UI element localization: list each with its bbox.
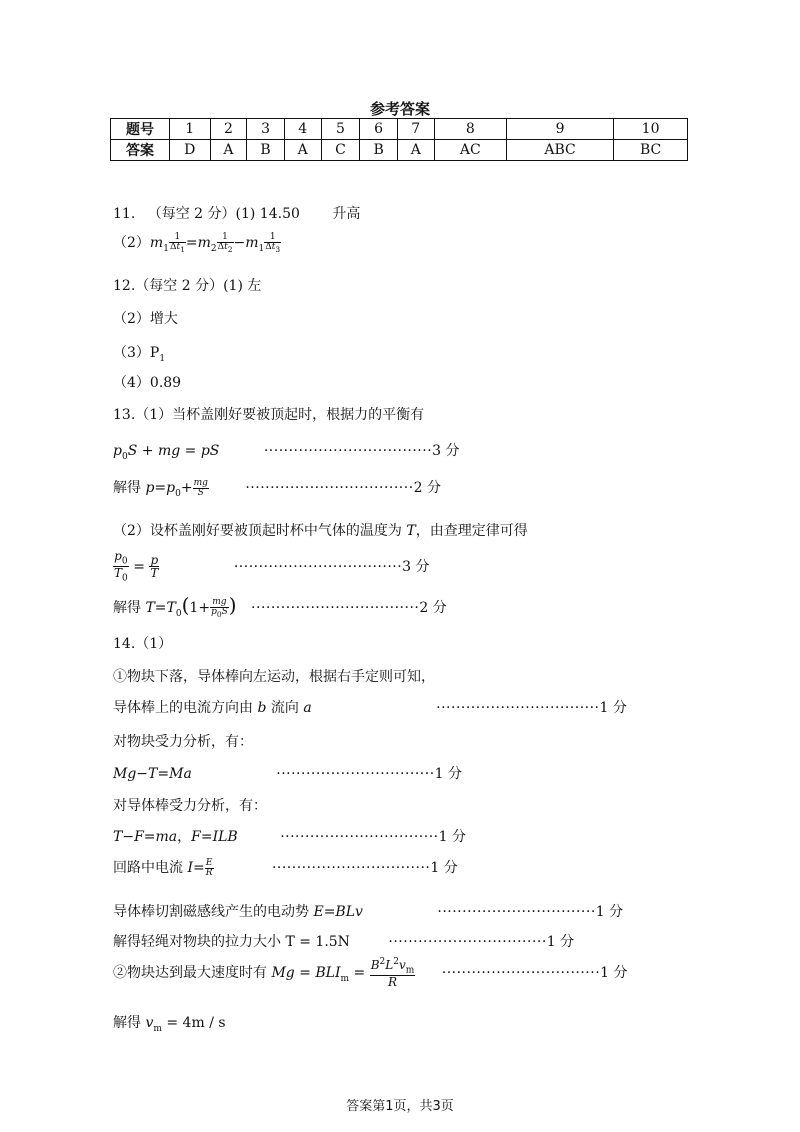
question-number-cell: 3 bbox=[247, 119, 284, 140]
question-number-cell: 6 bbox=[360, 119, 397, 140]
page-title: 参考答案 bbox=[369, 100, 430, 118]
answer-cell: ABC bbox=[506, 140, 613, 161]
answer-cell: B bbox=[247, 140, 284, 161]
q14-line1: ①物块下落，导体棒向左运动，根据右手定则可知， bbox=[113, 669, 435, 685]
q11-line2-formula: $(2)m_1$ $\frac{1}{\Delta t_1}$ $=m_2$ $\frac{1}{\Delta t_2}$ $-m_1$ $\frac{1}{\Delta t_3}$ bbox=[113, 231, 281, 254]
answer-cell: A bbox=[210, 140, 247, 161]
q14-line4: Mg−T=Ma ································1 分 bbox=[113, 766, 463, 782]
answer-cell: B bbox=[360, 140, 397, 161]
answer-label-cell: 答案 bbox=[111, 140, 170, 161]
answer-cell: AC bbox=[434, 140, 506, 161]
question-number-cell: 8 bbox=[434, 119, 506, 140]
table-header-row bbox=[111, 119, 688, 140]
page-footer: 答案第1页，共3页 bbox=[346, 1099, 454, 1114]
answer-cell: A bbox=[284, 140, 321, 161]
q13-sol1: 解得 $p=p_0+$ $\frac{mg}{S}$ ··································2 分 bbox=[113, 477, 442, 499]
answer-cell: BC bbox=[614, 140, 688, 161]
q13-eq2: $\frac{p_0}{T_0}$ = $\frac{p}{T}$ ··································3 分 bbox=[114, 549, 430, 584]
answer-cell: C bbox=[321, 140, 360, 161]
q14-line10: ②物块达到最大速度时有 $Mg = BLI_m$ = $\frac{B^2L^2v_m}{R}$ ································1 分 bbox=[113, 957, 628, 990]
q14-line11: 解得 $v_m = 4m / s$ bbox=[113, 1015, 226, 1034]
q14-line7: 回路中电流 I= $\frac{E}{R}$ ································1 分 bbox=[113, 857, 458, 878]
question-number-cell: 5 bbox=[321, 119, 360, 140]
q14-line2: 导体棒上的电流方向由 b 流向 a ·································1 分 bbox=[113, 700, 627, 716]
question-number-cell: 9 bbox=[506, 119, 613, 140]
header-label-cell: 题号 bbox=[111, 119, 170, 140]
q14-head: 14.（1） bbox=[113, 636, 173, 652]
q14-line5: 对导体棒受力分析，有： bbox=[113, 798, 267, 814]
question-number-cell: 4 bbox=[284, 119, 321, 140]
question-number-cell: 7 bbox=[397, 119, 434, 140]
q13-eq1: $p_0S$ + mg = pS ··································3 分 bbox=[113, 443, 460, 462]
question-number-cell: 1 bbox=[170, 119, 211, 140]
q13-line1: 13.（1）当杯盖刚好要被顶起时，根据力的平衡有 bbox=[113, 407, 425, 423]
q12-line1: 12.（每空 2 分）(1) 左 bbox=[113, 278, 262, 294]
question-number-cell: 2 bbox=[210, 119, 247, 140]
q12-line2: （2）增大 bbox=[113, 311, 178, 327]
q14-line3: 对物块受力分析，有： bbox=[113, 734, 253, 750]
answer-cell: A bbox=[397, 140, 434, 161]
q12-line4: （4）0.89 bbox=[113, 375, 182, 391]
question-number-cell: 10 bbox=[614, 119, 688, 140]
q14-line8: 导体棒切割磁感线产生的电动势 E=BLv ································1 分 bbox=[113, 904, 624, 920]
q12-line3: $(3)P_1$ bbox=[113, 345, 166, 364]
q14-line9: 解得轻绳对物块的拉力大小 T = 1.5N ································1 分 bbox=[113, 934, 575, 950]
q13-sol2: 解得 $T=T_0(1+$ $\frac{mg}{p_0S}$ ) ··································2 分 bbox=[113, 593, 447, 619]
answer-cell: D bbox=[170, 140, 211, 161]
q13-line2: （2）设杯盖刚好要被顶起时杯中气体的温度为 T，由查理定律可得 bbox=[113, 523, 528, 539]
answer-table bbox=[110, 118, 688, 161]
q11-line1: 11. （每空 2 分）(1) 14.50 升高 bbox=[113, 206, 361, 222]
table-answer-row bbox=[111, 140, 688, 161]
q14-line6: T−F=ma，F=ILB ································1 分 bbox=[113, 829, 466, 845]
